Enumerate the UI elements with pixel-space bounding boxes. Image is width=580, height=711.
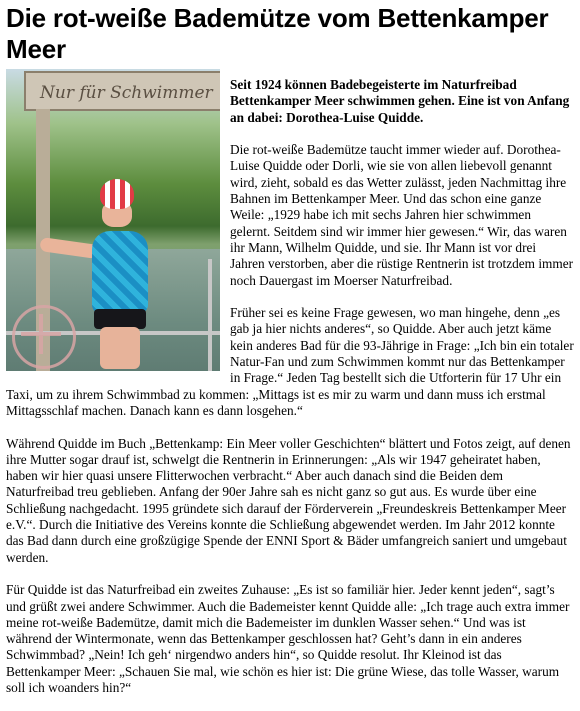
swimmer-figure bbox=[88, 179, 158, 369]
swim-trunks bbox=[94, 309, 146, 329]
paragraph-1: Die rot-weiße Bademütze taucht immer wieder auf. Dorothea-Luise Quidde oder Dorli, wie sie von allen liebevoll genannt wird, zieht, sobald es das Wetter zulässt, jeden Nachmittag ihre Bahnen im Bettenkamper Meer. Und das schon eine ganze Weile: „1929 habe ich mit sechs Jahren hier schwimmen gelernt. Seitdem sind wir immer hier gewesen.“ Wir, das waren ihr Mann, Wilhelm Quidde, und sie. Ihr Mann ist vor drei Jahren verstorben, aber die rüstige Rentnerin ist trotzdem immer noch Dauergast im Moerser Naturfreibad. bbox=[230, 142, 574, 288]
red-white-cap-icon bbox=[100, 179, 134, 209]
swimmer-photo bbox=[6, 69, 220, 371]
swimmer-legs bbox=[100, 327, 140, 369]
paragraph-2: Früher sei es keine Frage gewesen, wo man hingehe, denn „es gab ja hier nichts anderes“, so Quidde. Aber auch jetzt käme kein anderes Bad für die 93-Jährige in Frage: „Ich bin ein totaler Natur-Fan und zum Schwimmen kommt nur das Bettenkamper in Frage.“ Jeden Tag bestellt sich die Utforterin für 17 Uhr ein Taxi, um zu ihrem Schwimmbad zu kommen: „Mittags ist es mir zu warm und dann muss ich erstmal Mittagsschlaf machen. Danach kann es dann losgehen.“ bbox=[6, 305, 574, 418]
pool-sign: Nur für Schwimmer bbox=[24, 71, 220, 111]
article-lead: Seit 1924 können Badebegeisterte im Naturfreibad Bettenkamper Meer schwimmen gehen. Eine ist von Anfang an dabei: Dorothea-Luise Quidde. bbox=[230, 77, 570, 125]
pool-rail-post bbox=[208, 259, 212, 371]
article-title: Die rot-weiße Bademütze vom Bettenkamper Meer bbox=[6, 3, 549, 64]
watermark-stamp-icon bbox=[12, 305, 76, 369]
swimsuit bbox=[92, 231, 148, 313]
paragraph-3: Während Quidde im Buch „Bettenkamp: Ein Meer voller Geschichten“ blättert und Fotos zeigt, auf denen ihre Mutter sogar drauf ist, schwelgt die Rentnerin in Erinnerungen: „Als wir 1947 geheiratet haben, haben wir hier quasi unsere Flitterwochen verbracht.“ Aber auch danach sind die Beiden dem Naturfreibad treu geblieben. Anfang der 90er Jahre sah es nicht ganz so gut aus. Es wurde über eine Schließung nachgedacht. 1995 gründete sich darauf der Förderverein „Freundeskreis Bettenkamper Meer e.V.“. Durch die Initiative des Vereins konnte die Schließung abgewendet werden. Im Jahr 2012 konnte das Bad dann durch eine großzügige Spende der ENNI Sport & Bäder umfangreich saniert und umgebaut werden. bbox=[6, 435, 571, 565]
paragraph-4: Für Quidde ist das Naturfreibad ein zweites Zuhause: „Es ist so familiär hier. Jeder kennt jeden“, sagt’s und grüßt zwei andere Schwimmer. Auch die Bademeister kennt Quidde alle: „Ich trage auch extra immer meine rot-weiße Bademütze, damit mich die Bademeister im dunklen Wasser sehen.“ Und was ist während der Wintermonate, wenn das Bettenkamper geschlossen hat? Geht’s dann in ein anderes Schwimmbad? „Nein! Ich geh‘ nirgendwo anders hin“, so Quidde resolut. Ihr Kleinod ist das Bettenkamper Meer: „Schauen Sie mal, wie schön es hier ist: Die grüne Wiese, das tolle Wasser, warum soll ich woanders hin?“ bbox=[6, 582, 570, 695]
